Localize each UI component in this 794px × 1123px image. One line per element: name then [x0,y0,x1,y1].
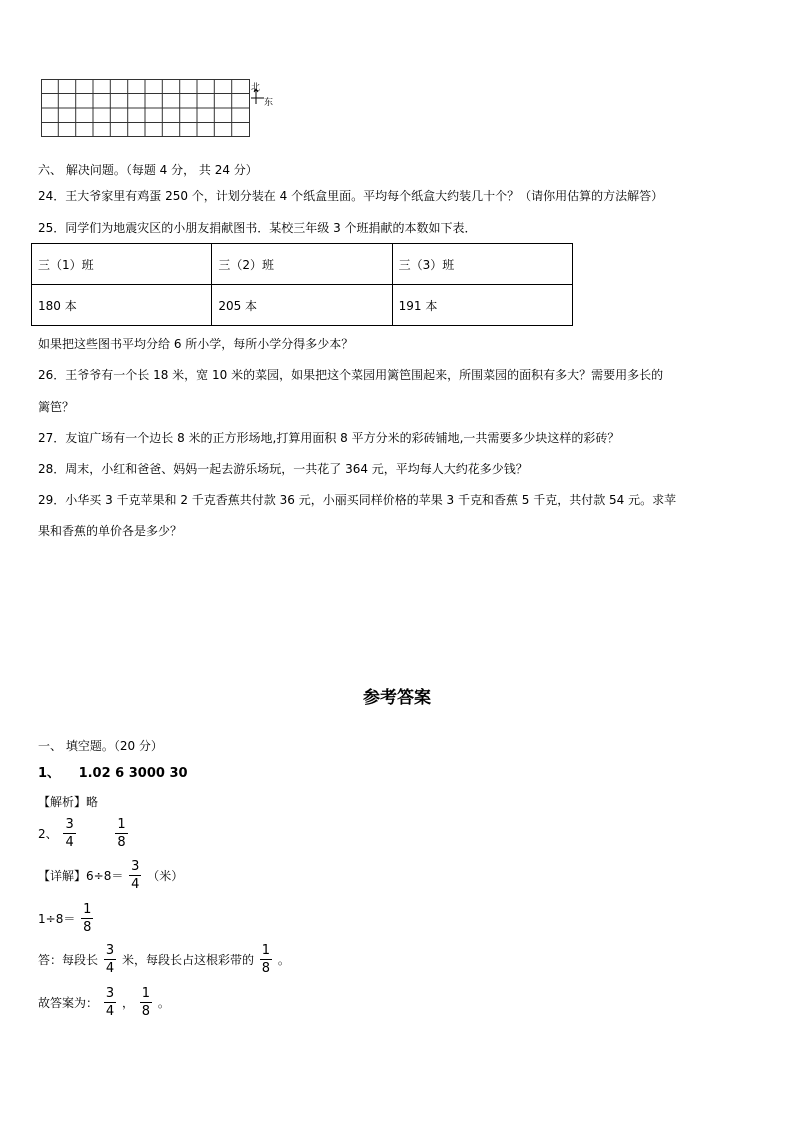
answer-1-label: 1、 [38,766,61,781]
section6-heading: 六、 解决问题。（每题 4 分， 共 24 分） [38,163,258,177]
fraction-numerator: 1 [117,817,126,832]
answer-end: 。 [277,953,290,967]
calc-prefix: 1÷8＝ [38,912,76,926]
table-cell: 180 本 [32,285,212,326]
grid-diagram [41,79,250,137]
answer-2-sentence [38,944,290,975]
answer-mid: 米，每段长占这根彩带的 [121,953,254,967]
fraction-denominator: 8 [141,1004,151,1019]
answers-section1-heading: 一、 填空题。（20 分） [38,739,163,753]
grid-lines [41,79,250,137]
question-26-line1: 26．王爷爷有一个长 18 米，宽 10 米的菜园，如果把这个菜园用篱笆围起来，所围菜园的面积有多大？需要用多长的 [38,368,664,382]
fraction-numerator: 3 [65,817,74,832]
table-header-cell: 三（1）班 [32,244,212,285]
fraction-one-eighth [260,944,272,975]
answers-title: 参考答案 [363,688,431,708]
question-29-line2: 果和香蕉的单价各是多少？ [38,524,183,538]
question-27: 27．友谊广场有一个边长 8 米的正方形场地,打算用面积 8 平方分米的彩砖铺地,一共需要多少块这样的彩砖？ [38,431,620,445]
fraction-denominator: 8 [261,961,271,976]
fraction-denominator: 8 [83,920,92,935]
fraction-denominator: 4 [105,1004,115,1019]
fraction-numerator: 1 [261,943,271,958]
fraction-numerator: 1 [83,902,92,917]
fraction-denominator: 8 [117,835,126,850]
fraction-denominator: 4 [65,835,74,850]
final-prefix: 故答案为： [38,996,99,1010]
fraction-numerator: 1 [141,986,151,1001]
fraction-one-eighth [115,818,127,849]
answer-prefix: 答：每段长 [38,953,99,967]
books-table [31,243,573,326]
fraction-three-quarters [104,987,116,1018]
answer-1-analysis: 【解析】略 [38,795,99,809]
question-28: 28．周末，小红和爸爸、妈妈一起去游乐场玩，一共花了 364 元，平均每人大约花多少钱？ [38,462,528,476]
answer-2-final [38,987,170,1018]
table-row [32,285,573,326]
fraction-numerator: 3 [131,859,140,874]
answer-2-label: 2、 [38,827,58,841]
table-header-cell: 三（3）班 [392,244,572,285]
answer-1 [38,762,188,781]
fraction-three-quarters [63,818,75,849]
answer-1-values: 1.02 6 3000 30 [78,766,188,781]
answer-2-detail [38,860,183,891]
fraction-three-quarters [104,944,116,975]
question-24: 24．王大爷家里有鸡蛋 250 个，计划分装在 4 个纸盒里面。平均每个纸盒大约装几十个？（请你用估算的方法解答） [38,189,664,203]
compass-north-label: 北 [251,83,261,93]
final-end: 。 [157,996,170,1010]
question-26-line2: 篱笆？ [38,400,75,414]
fraction-one-eighth [140,987,152,1018]
fraction-denominator: 4 [105,961,115,976]
final-sep: ， [121,996,134,1010]
compass-east-label: 东 [264,98,274,108]
compass [250,80,280,108]
table-cell: 191 本 [392,285,572,326]
question-29-line1: 29．小华买 3 千克苹果和 2 千克香蕉共付款 36 元，小丽买同样价格的苹果 3 千克和香蕉 5 千克，共付款 54 元。求苹 [38,493,677,507]
table-cell: 205 本 [212,285,392,326]
fraction-denominator: 4 [131,877,140,892]
detail-unit: （米） [147,869,184,883]
answer-2-calc [38,903,95,934]
table-header-cell: 三（2）班 [212,244,392,285]
question-25: 25．同学们为地震灾区的小朋友捐献图书．某校三年级 3 个班捐献的本数如下表． [38,221,477,235]
fraction-numerator: 3 [105,986,115,1001]
fraction-numerator: 3 [105,943,115,958]
detail-prefix: 【详解】6÷8＝ [38,869,124,883]
fraction-three-quarters [129,860,141,891]
fraction-one-eighth [81,903,93,934]
question-25-ask: 如果把这些图书平均分给 6 所小学，每所小学分得多少本？ [38,337,354,351]
answer-2 [38,818,130,849]
table-row [32,244,573,285]
